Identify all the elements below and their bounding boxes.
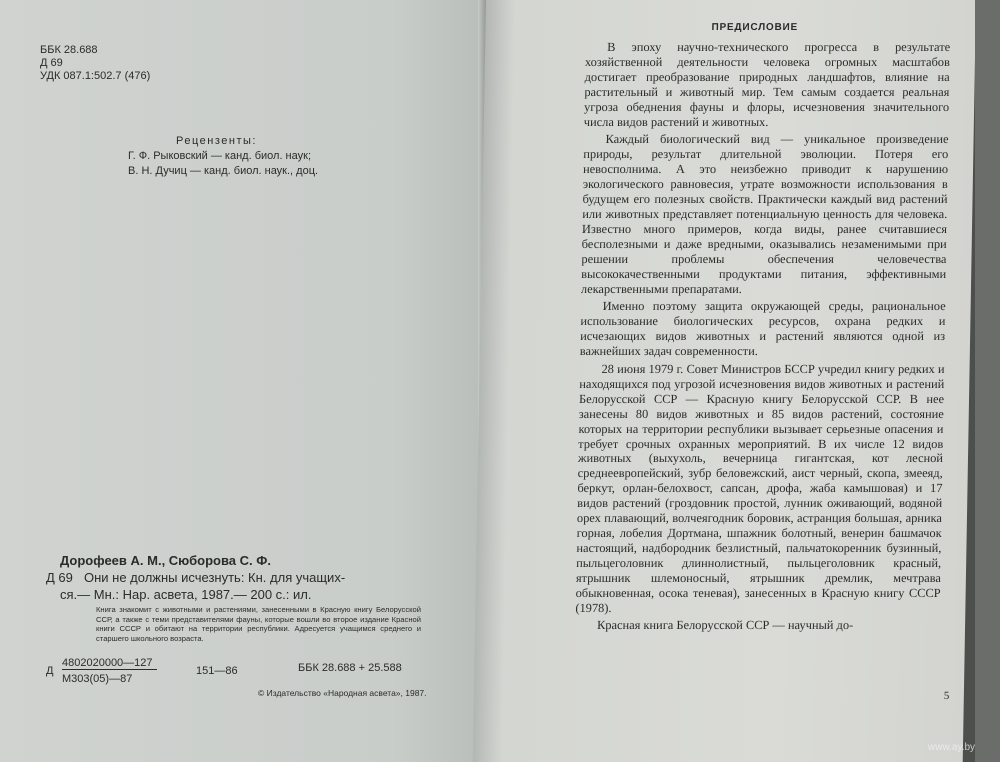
reviewers-title: Рецензенты: xyxy=(176,135,257,147)
paragraph: Именно поэтому защита окружающей среды, рациональное использование биологических ресурсов, охрана редких и исчезающих видов животных и растений являются одной из важнейших задач современности. xyxy=(579,299,946,359)
paragraph: Каждый биологический вид — уникальное произведение природы, результат длительной эволюции. Потеря его невосполнима. А это неизбежно приводит к нарушению экологического равновесия, утрате возможности использования в будущем его полезных свойств. Практически каждый вид растений или животных представляет потенциальную ценность для человека. Известно много примеров, когда виды, ранее считавшиеся бесполезными и даже вредными, оказывались незаменимыми при решении проблемы обеспечения человечества высококачественными продуктами питания, эффективными лекарственными препаратами. xyxy=(580,132,949,296)
paragraph: В эпоху научно-технического прогресса в результате хозяйственной деятельности человека огромных масштабов достигает преобразование природных ландшафтов, влияние на растительный и животный мир. Тем самым создается реальная угроза обеднения фауны и флоры, исчезновения значительного числа видов растений и животных. xyxy=(583,40,951,129)
bibliographic-record xyxy=(46,552,426,643)
paragraph: Красная книга Белорусской ССР — научный до- xyxy=(596,618,854,633)
index-fraction xyxy=(62,656,157,685)
left-page xyxy=(0,0,488,762)
bbk-bottom: ББК 28.688 + 25.588 xyxy=(298,662,402,674)
annotation: Книга знакомит с животными и растениями, занесенными в Красную книгу Белорусской ССР, а также с теми представителями фауны, которые вошли во второе издание Красной книги СССР и обитают на территории республики. Адресуется учащимся среднего и старшего школьного возраста. xyxy=(96,605,421,643)
page-heading: ПРЕДИСЛОВИЕ xyxy=(711,22,799,33)
background-edge xyxy=(975,0,1000,762)
classification-block xyxy=(40,44,150,83)
bbk-code: ББК 28.688 xyxy=(40,44,98,56)
reviewer-1: Г. Ф. Рыковский — канд. биол. наук; xyxy=(128,150,311,162)
udk-code: УДК 087.1:502.7 (476) xyxy=(40,70,151,82)
author-sign: Д 69 xyxy=(40,57,63,69)
index-denominator: М303(05)—87 xyxy=(62,673,133,685)
paragraph: 28 июня 1979 г. Совет Министров БССР учредил книгу редких и находящихся под угрозой исчезновения видов животных и растений Белорусской ССР — Красную книгу Белорусской ССР. В нее занесены 80 видов животных и 85 видов растений, состояние которых на территории республики вызывает серьезные опасения и требует срочных охранных мероприятий. В их числе 12 видов животных (выхухоль, вечерница гигантская, кот лесной среднеевропейский, зубр беловежский, аист черный, скопа, змееяд, беркут, орлан-белохвост, сапсан, дрофа, жаба камышовая) и 17 видов растений (гроздовник простой, лунник оживающий, водяной орех плавающий, волчеягодник боровик, астранция большая, арника горная, лобелия Дортмана, шпажник болотный, венерин башмачок настоящий, надбородник безлистный, пальчатокоренник бузинный, пыльцеголовник длиннолистный, пыльцеголовник красный, ятрышник шлемоносный, ятрышник дремлик, мечтрава обыкновенная, осока теневая), занесенных в Красную книгу СССР (1978). xyxy=(575,362,945,615)
watermark: www.ay.by xyxy=(928,742,976,753)
preface-body xyxy=(575,40,950,636)
entry-code: Д 69 xyxy=(46,570,73,585)
page-number: 5 xyxy=(943,690,950,702)
entry-line-1: Они не должны исчезнуть: Кн. для учащих- xyxy=(84,570,346,585)
right-page xyxy=(473,0,976,762)
index-letter: Д xyxy=(46,665,54,677)
copyright: © Издательство «Народная асвета», 1987. xyxy=(258,688,427,698)
index-suffix: 151—86 xyxy=(196,665,238,677)
reviewers-block xyxy=(128,134,318,179)
bibliographic-entry xyxy=(46,569,426,603)
authors: Дорофеев А. М., Сюборова С. Ф. xyxy=(60,553,271,568)
entry-line-2: ся.— Мн.: Нар. асвета, 1987.— 200 с.: ил. xyxy=(60,587,312,602)
reviewer-2: В. Н. Дучиц — канд. биол. наук., доц. xyxy=(128,165,319,177)
index-numerator: 4802020000—127 xyxy=(62,657,157,670)
